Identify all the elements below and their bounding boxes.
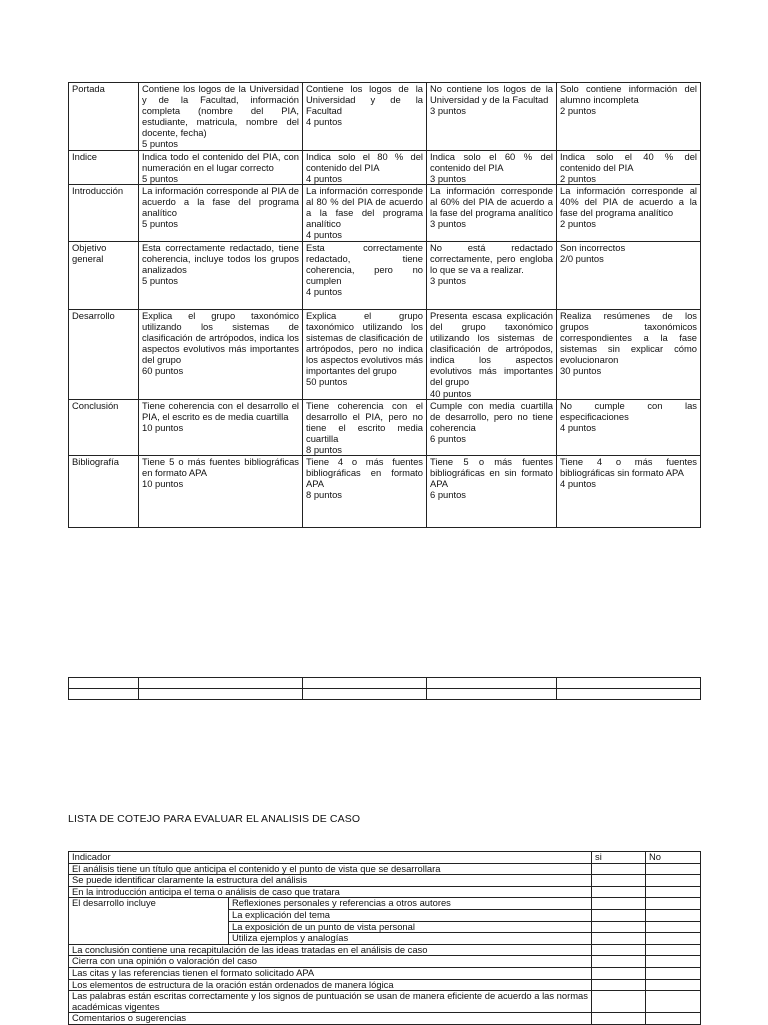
rubric-level-text: Solo contiene información del alumno incompleta — [560, 83, 697, 106]
rubric-criterion: Indice — [69, 150, 139, 184]
checkbox-no[interactable] — [646, 921, 701, 933]
checkbox-yes[interactable] — [592, 933, 646, 945]
rubric-level-text: Indica todo el contenido del PIA, con numeración en el lugar correcto — [142, 150, 299, 173]
checklist-row — [69, 875, 701, 887]
rubric-level-cell — [427, 184, 557, 241]
header-indicator: Indicador — [69, 852, 592, 864]
checklist-row — [69, 956, 701, 968]
checklist-row — [69, 967, 701, 979]
rubric-level-points: 4 puntos — [306, 116, 342, 128]
rubric-level-cell — [427, 456, 557, 528]
empty-cell — [303, 689, 427, 700]
rubric-level-text: No está redactado correctamente, pero engloba lo que se va a realizar. — [430, 241, 553, 276]
rubric-criterion: Portada — [69, 83, 139, 151]
rubric-level-text: Cumple con media cuartilla de desarrollo, pero no tiene coherencia — [430, 399, 553, 433]
rubric-level-cell — [427, 150, 557, 184]
rubric-criterion: Bibliografía — [69, 456, 139, 528]
rubric-level-cell — [303, 184, 427, 241]
rubric-level-cell — [427, 83, 557, 151]
rubric-level-cell — [557, 150, 701, 184]
rubric-body — [69, 83, 701, 528]
checkbox-yes[interactable] — [592, 979, 646, 991]
rubric-level-cell — [303, 241, 427, 309]
rubric-level-cell — [557, 241, 701, 309]
rubric-level-text: Tiene coherencia con el desarrollo el PIA, pero no tiene el escrito media cuartilla — [306, 399, 423, 444]
empty-cell — [139, 689, 303, 700]
rubric-level-cell — [557, 309, 701, 399]
empty-cell — [303, 678, 427, 689]
rubric-level-cell — [139, 309, 303, 399]
checklist-indicator: Las citas y las referencias tienen el formato solicitado APA — [69, 967, 592, 979]
checklist-indicator: Los elementos de estructura de la oración están ordenados de manera lógica — [69, 979, 592, 991]
checkbox-yes[interactable] — [592, 898, 646, 910]
checkbox-no[interactable] — [646, 909, 701, 921]
rubric-level-text: Contiene los logos de la Universidad y de la Facultad — [306, 83, 423, 117]
checkbox-no[interactable] — [646, 979, 701, 991]
rubric-level-points: 3 puntos — [430, 172, 466, 184]
rubric-level-points: 5 puntos — [142, 138, 178, 150]
rubric-level-points: 5 puntos — [142, 172, 178, 184]
rubric-row — [69, 456, 701, 528]
checkbox-no[interactable] — [646, 967, 701, 979]
rubric-level-cell — [557, 83, 701, 151]
rubric-level-points: 4 puntos — [560, 478, 596, 490]
checkbox-yes[interactable] — [592, 1013, 646, 1025]
empty-cell — [69, 678, 139, 689]
empty-row — [69, 689, 701, 700]
header-yes: si — [592, 852, 646, 864]
checkbox-no[interactable] — [646, 956, 701, 968]
empty-row — [69, 678, 701, 689]
checkbox-no[interactable] — [646, 863, 701, 875]
rubric-level-text: Tiene 5 o más fuentes bibliográficas en formato APA — [142, 456, 299, 479]
rubric-level-text: Realiza resúmenes de los grupos taxonómicos correspondientes a la fase sistemas sin explicar cómo evolucionaron — [560, 309, 697, 366]
comments-label: Comentarios o sugerencias — [69, 1013, 592, 1025]
checklist-header-row — [69, 852, 701, 864]
empty-cell — [427, 689, 557, 700]
development-item: Reflexiones personales y referencias a otros autores — [229, 898, 592, 910]
checklist-row — [69, 979, 701, 991]
checklist-indicator: Las palabras están escritas correctamente y los signos de puntuación se usan de manera eficiente de acuerdo a las normas académicas vigentes — [69, 991, 592, 1013]
empty-cell — [139, 678, 303, 689]
rubric-level-cell — [139, 399, 303, 455]
checklist-indicator: Se puede identificar claramente la estructura del análisis — [69, 875, 592, 887]
rubric-criterion: Introducción — [69, 184, 139, 241]
checkbox-yes[interactable] — [592, 967, 646, 979]
rubric-level-points: 2 puntos — [560, 105, 596, 117]
rubric-level-cell — [427, 399, 557, 455]
rubric-level-points: 40 puntos — [430, 387, 472, 399]
rubric-level-text: Son incorrectos — [560, 241, 626, 253]
rubric-level-cell — [557, 184, 701, 241]
rubric-level-cell — [427, 309, 557, 399]
rubric-level-points: 4 puntos — [306, 286, 342, 298]
checkbox-no[interactable] — [646, 991, 701, 1013]
rubric-level-text: Esta correctamente redactado, tiene coherencia, incluye todos los grupos analizados — [142, 241, 299, 276]
rubric-level-points: 4 puntos — [306, 229, 342, 241]
rubric-level-text: Contiene los logos de la Universidad y de la Facultad, información completa (nombre del PIA, estudiante, matricula, nombre del docente, fecha) — [142, 83, 299, 139]
rubric-level-text: La información corresponde al 80 % del PIA de acuerdo a la fase del programa analítico — [306, 184, 423, 230]
rubric-level-points: 3 puntos — [430, 218, 466, 230]
rubric-level-points: 8 puntos — [306, 489, 342, 501]
rubric-level-cell — [139, 241, 303, 309]
checkbox-yes[interactable] — [592, 956, 646, 968]
checklist-row — [69, 886, 701, 898]
rubric-level-text: Presenta escasa explicación del grupo taxonómico utilizando los sistemas de clasificación de artrópodos, indica los aspectos evolutivos más importantes del grupo — [430, 309, 553, 388]
rubric-level-cell — [139, 83, 303, 151]
checkbox-no[interactable] — [646, 944, 701, 956]
rubric-level-text: Explica el grupo taxonómico utilizando los sistemas de clasificación de artrópodos, indica los aspectos evolutivos más importantes del grupo — [142, 309, 299, 366]
rubric-level-points: 2 puntos — [560, 218, 596, 230]
checklist-indicator: La conclusión contiene una recapitulación de las ideas tratadas en el análisis de caso — [69, 944, 592, 956]
rubric-level-points: 30 puntos — [560, 365, 602, 377]
rubric-criterion: Desarrollo — [69, 309, 139, 399]
rubric-level-points: 2/0 puntos — [560, 252, 604, 264]
rubric-level-text: No contiene los logos de la Universidad y de la Facultad — [430, 83, 553, 106]
checkbox-no[interactable] — [646, 898, 701, 910]
rubric-level-points: 60 puntos — [142, 365, 184, 377]
checklist-title: LISTA DE COTEJO PARA EVALUAR EL ANALISIS DE CASO — [68, 813, 361, 825]
rubric-level-cell — [303, 309, 427, 399]
rubric-level-points: 8 puntos — [306, 443, 342, 455]
rubric-level-cell — [303, 456, 427, 528]
checkbox-yes[interactable] — [592, 909, 646, 921]
checklist-indicator: El análisis tiene un título que anticipa el contenido y el punto de vista que se desarrollara — [69, 863, 592, 875]
rubric-level-points: 10 puntos — [142, 478, 184, 490]
rubric-level-cell — [303, 399, 427, 455]
rubric-level-cell — [303, 83, 427, 151]
rubric-level-text: Tiene 4 o más fuentes bibliográficas sin formato APA — [560, 456, 697, 479]
rubric-row — [69, 83, 701, 151]
checkbox-no[interactable] — [646, 1013, 701, 1025]
rubric-level-points: 5 puntos — [142, 218, 178, 230]
rubric-row — [69, 150, 701, 184]
rubric-level-cell — [139, 456, 303, 528]
development-label: El desarrollo incluye — [69, 898, 229, 944]
rubric-level-text: Tiene 5 o más fuentes bibliográficas en sin formato APA — [430, 456, 553, 490]
empty-cell — [427, 678, 557, 689]
rubric-level-cell — [427, 241, 557, 309]
header-no: No — [646, 852, 701, 864]
rubric-criterion: Objetivo general — [69, 241, 139, 309]
rubric-level-text: La información corresponde al 40% del PIA de acuerdo a la fase del programa analítico — [560, 184, 697, 219]
rubric-level-points: 6 puntos — [430, 489, 466, 501]
checklist-row — [69, 1013, 701, 1025]
rubric-level-text: La información corresponde al PIA de acuerdo a la fase del programa analítico — [142, 184, 299, 219]
rubric-level-text: Tiene coherencia con el desarrollo el PIA, el escrito es de media cuartilla — [142, 399, 299, 422]
checkbox-yes[interactable] — [592, 991, 646, 1013]
rubric-level-cell — [139, 150, 303, 184]
rubric-level-text: Explica el grupo taxonómico utilizando los sistemas de clasificación de artrópodos, pero no indica los aspectos evolutivos más importantes del grupo — [306, 309, 423, 377]
empty-cell — [69, 689, 139, 700]
rubric-level-points: 5 puntos — [142, 275, 178, 287]
rubric-level-points: 10 puntos — [142, 421, 184, 433]
rubric-level-text: Indica solo el 60 % del contenido del PIA — [430, 150, 553, 173]
checklist-row — [69, 863, 701, 875]
empty-table — [68, 677, 701, 700]
rubric-level-cell — [139, 184, 303, 241]
checkbox-no[interactable] — [646, 886, 701, 898]
rubric-level-text: Tiene 4 o más fuentes bibliográficas en formato APA — [306, 456, 423, 490]
rubric-level-points: 2 puntos — [560, 172, 596, 184]
development-item: Utiliza ejemplos y analogías — [229, 933, 592, 945]
rubric-level-text: Indica solo el 40 % del contenido del PIA — [560, 150, 697, 173]
rubric-level-points: 3 puntos — [430, 275, 466, 287]
development-item: La explicación del tema — [229, 909, 592, 921]
checklist-row — [69, 898, 701, 910]
checkbox-no[interactable] — [646, 933, 701, 945]
checklist-table — [68, 851, 701, 1025]
rubric-level-points: 50 puntos — [306, 376, 348, 388]
rubric-table — [68, 82, 701, 528]
rubric-criterion: Conclusión — [69, 399, 139, 455]
rubric-level-text: La información corresponde al 60% del PIA de acuerdo a la fase del programa analítico — [430, 184, 553, 219]
empty-cell — [557, 678, 701, 689]
checkbox-yes[interactable] — [592, 863, 646, 875]
rubric-level-points: 4 puntos — [560, 421, 596, 433]
checkbox-yes[interactable] — [592, 921, 646, 933]
checkbox-no[interactable] — [646, 875, 701, 887]
rubric-level-cell — [557, 456, 701, 528]
rubric-level-text: Indica solo el 80 % del contenido del PIA — [306, 150, 423, 173]
rubric-row — [69, 184, 701, 241]
checkbox-yes[interactable] — [592, 886, 646, 898]
checklist-row — [69, 944, 701, 956]
rubric-level-cell — [303, 150, 427, 184]
rubric-level-points: 4 puntos — [306, 172, 342, 184]
rubric-level-text: No cumple con las especificaciones — [560, 399, 697, 422]
rubric-level-points: 6 puntos — [430, 432, 466, 444]
empty-cell — [557, 689, 701, 700]
development-item: La exposición de un punto de vista personal — [229, 921, 592, 933]
rubric-row — [69, 399, 701, 455]
checklist-indicator: Cierra con una opinión o valoración del caso — [69, 956, 592, 968]
rubric-level-points: 3 puntos — [430, 105, 466, 117]
rubric-level-cell — [557, 399, 701, 455]
checklist-row — [69, 991, 701, 1013]
checkbox-yes[interactable] — [592, 875, 646, 887]
checklist-indicator: En la introducción anticipa el tema o análisis de caso que tratara — [69, 886, 592, 898]
checkbox-yes[interactable] — [592, 944, 646, 956]
rubric-row — [69, 241, 701, 309]
rubric-row — [69, 309, 701, 399]
rubric-level-text: Esta correctamente redactado, tiene coherencia, pero no cumplen — [306, 241, 423, 287]
